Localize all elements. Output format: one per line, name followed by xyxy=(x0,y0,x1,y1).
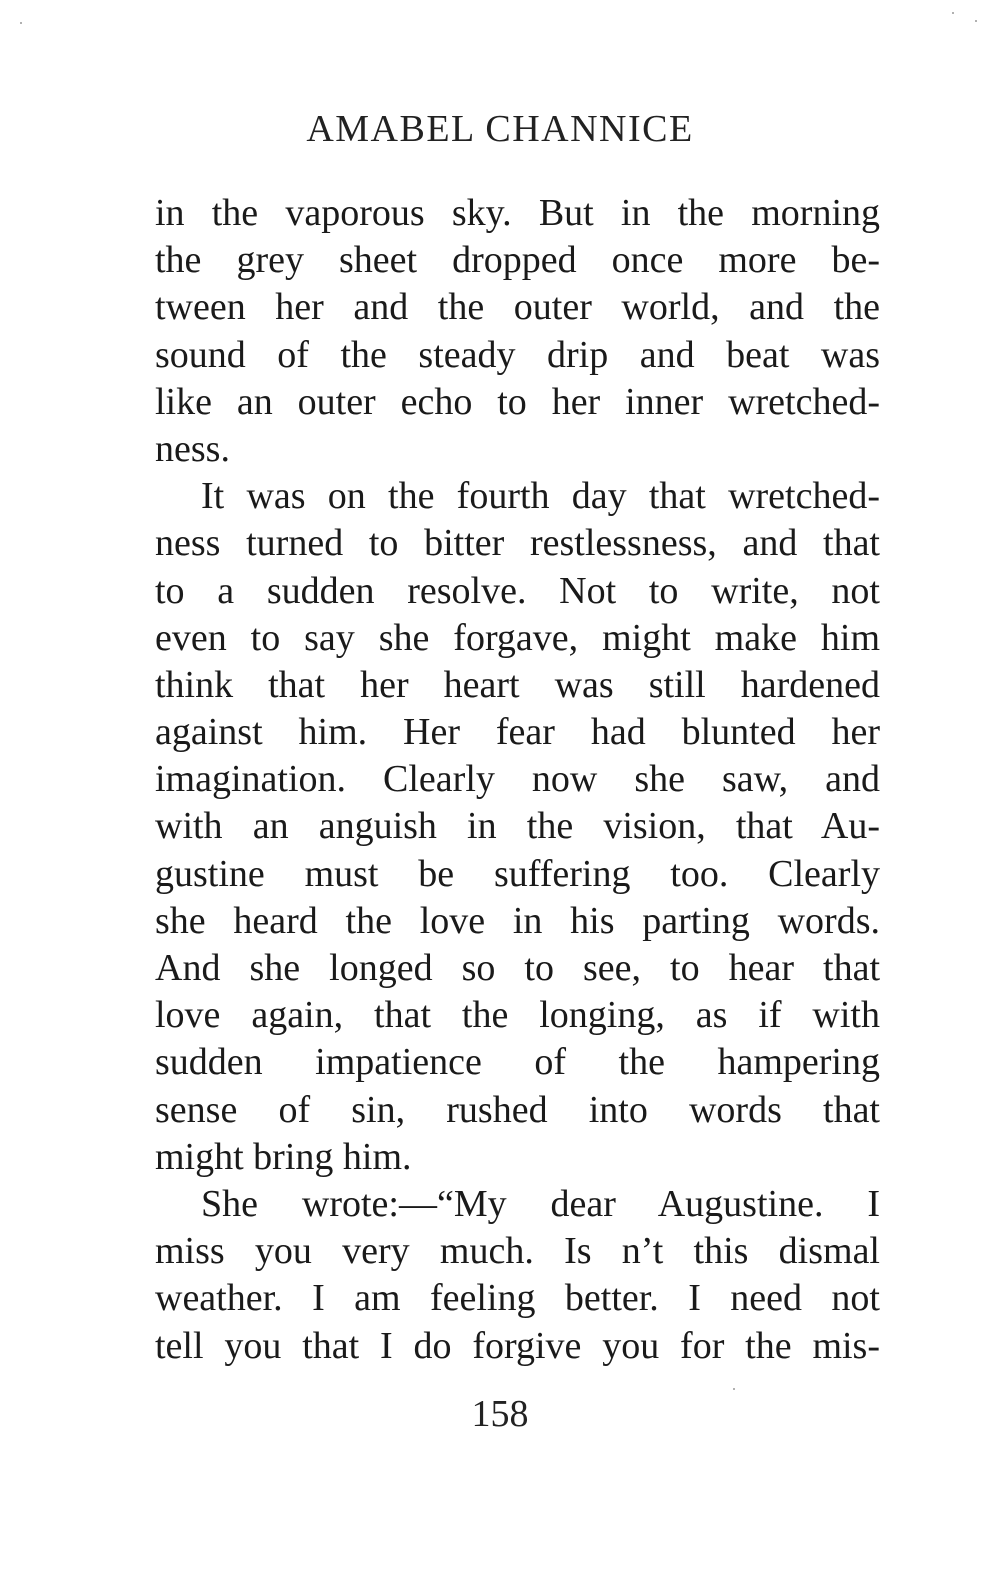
paragraph-first-line: She wrote:—“My dear Augustine. I xyxy=(201,1182,880,1225)
text-line: she heard the love in his parting words. xyxy=(155,899,880,942)
text-line: might bring him. xyxy=(155,1135,412,1178)
paper-speck xyxy=(975,20,977,22)
page-number: 158 xyxy=(471,1393,529,1435)
text-line: to a sudden resolve. Not to write, not xyxy=(155,569,880,612)
body-text xyxy=(155,190,880,1370)
text-line: miss you very much. Is n’t this dismal xyxy=(155,1230,880,1273)
text-line: weather. I am feeling better. I need not xyxy=(155,1277,880,1320)
text-line: with an anguish in the vision, that Au- xyxy=(155,805,880,848)
text-line: in the vaporous sky. But in the morning xyxy=(155,192,880,234)
paper-speck xyxy=(20,22,22,24)
text-line: sudden impatience of the hampering xyxy=(155,1041,880,1084)
text-line: tween her and the outer world, and the xyxy=(155,286,880,329)
text-line: the grey sheet dropped once more be- xyxy=(155,239,880,282)
running-head-title: AMABEL CHANNICE xyxy=(306,108,694,150)
text-line: sound of the steady drip and beat was xyxy=(155,333,880,376)
text-line: imagination. Clearly now she saw, and xyxy=(155,758,880,801)
text-line: even to say she forgave, might make him xyxy=(155,616,880,659)
text-line: love again, that the longing, as if with xyxy=(155,994,880,1037)
paragraph-first-line: It was on the fourth day that wretched- xyxy=(201,475,880,518)
text-line: sense of sin, rushed into words that xyxy=(155,1088,880,1131)
paper-speck xyxy=(733,1388,735,1390)
paper-speck xyxy=(952,12,954,14)
text-line: like an outer echo to her inner wretched- xyxy=(155,380,880,423)
text-line: ness. xyxy=(155,427,230,470)
text-line: think that her heart was still hardened xyxy=(155,663,880,706)
text-line: gustine must be suffering too. Clearly xyxy=(155,852,880,895)
text-line: And she longed so to see, to hear that xyxy=(155,947,880,989)
text-line: against him. Her fear had blunted her xyxy=(155,711,880,754)
text-line: ness turned to bitter restlessness, and that xyxy=(155,522,880,565)
text-line: tell you that I do forgive you for the mis- xyxy=(155,1324,880,1367)
